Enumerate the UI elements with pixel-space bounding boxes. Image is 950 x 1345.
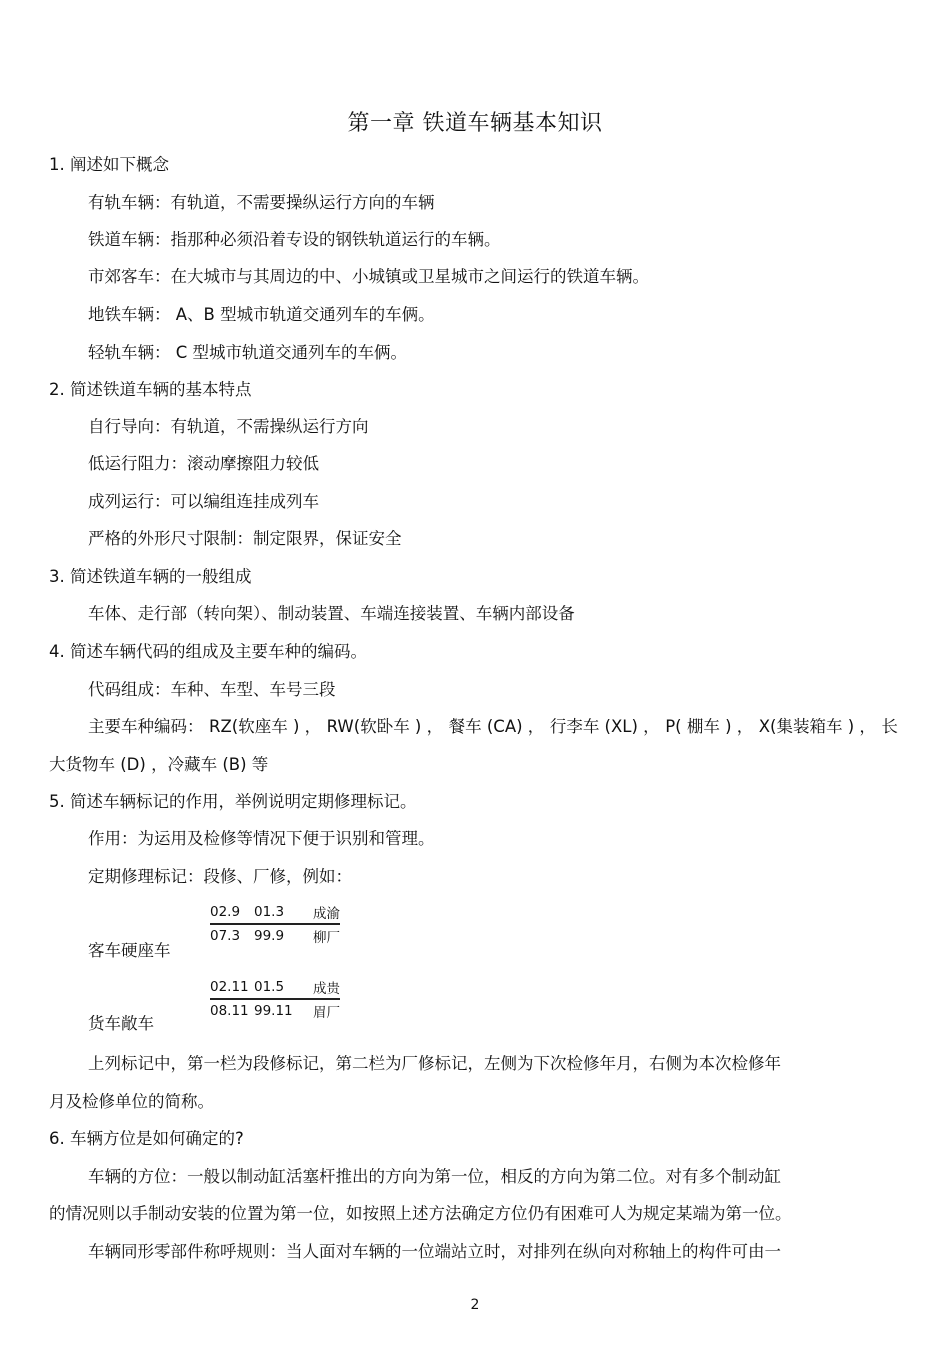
stamp-next-factory: 01.5 (254, 979, 285, 995)
code-part: RZ(软座车 ) ， (209, 717, 322, 736)
stamp-unit: 成渝 (313, 906, 340, 922)
code-part: 主要车种编码： (88, 717, 204, 736)
question-6-heading: 6. 车辆方位是如何确定的? (49, 1129, 244, 1148)
answer-line: 上列标记中，第一栏为段修标记，第二栏为厂修标记，左侧为下次检修年月，右侧为本次检修年 (88, 1054, 781, 1073)
stamp-label: 客车硬座车 (88, 941, 171, 960)
answer-line: 有轨车辆：有轨道，不需要操纵运行方向的车辆 (88, 193, 435, 212)
code-part: 餐车 (CA) ， (448, 717, 545, 736)
stamp-next-factory: 01.3 (254, 904, 285, 920)
answer-line: 作用：为运用及检修等情况下便于识别和管理。 (88, 829, 435, 848)
answer-continuation: 月及检修单位的简称。 (49, 1092, 214, 1111)
stamp-unit: 眉厂 (313, 1005, 340, 1021)
answer-line: 铁道车辆：指那种必须沿着专设的钢铁轨道运行的车辆。 (88, 230, 501, 249)
answer-line: 成列运行：可以编组连挂成列车 (88, 492, 319, 511)
answer-line: 轻轨车辆： C 型城市轨道交通列车的车俩。 (88, 343, 408, 362)
answer-line: 车体、走行部（转向架）、制动装置、车端连接装置、车辆内部设备 (88, 604, 575, 623)
stamp-label: 货车敞车 (88, 1014, 154, 1033)
code-part: 长 (881, 717, 898, 736)
question-3-heading: 3. 简述铁道车辆的一般组成 (49, 567, 252, 586)
answer-line: 车辆的方位：一般以制动缸活塞杆推出的方向为第一位，相反的方向为第二位。对有多个制动缸 (88, 1167, 781, 1186)
repair-mark-freight (210, 976, 340, 1022)
answer-line: 地铁车辆： A、B 型城市轨道交通列车的车俩。 (88, 305, 435, 324)
stamp-last-factory: 99.9 (254, 928, 285, 944)
stamp-next-depot: 02.11 (210, 979, 249, 995)
answer-line: 市郊客车：在大城市与其周边的中、小城镇或卫星城市之间运行的铁道车辆。 (88, 267, 649, 286)
stamp-next-depot: 02.9 (210, 904, 241, 920)
stamp-last-depot: 07.3 (210, 928, 241, 944)
answer-line: 严格的外形尺寸限制：制定限界，保证安全 (88, 529, 402, 548)
stamp-last-depot: 08.11 (210, 1003, 249, 1019)
stamp-unit: 柳厂 (313, 930, 340, 946)
question-1-heading: 1. 阐述如下概念 (49, 155, 169, 174)
repair-mark-passenger (210, 901, 340, 947)
question-5-heading: 5. 简述车辆标记的作用，举例说明定期修理标记。 (49, 792, 417, 811)
answer-continuation: 的情况则以手制动安装的位置为第一位，如按照上述方法确定方位仍有困难可人为规定某端为第一位。 (49, 1204, 792, 1223)
stamp-last-factory: 99.11 (254, 1003, 293, 1019)
answer-line: 车辆同形零部件称呼规则：当人面对车辆的一位端站立时，对排列在纵向对称轴上的构件可由一 (88, 1242, 781, 1261)
vehicle-code-line (88, 716, 898, 738)
answer-line: 代码组成：车种、车型、车号三段 (88, 680, 336, 699)
code-part: RW(软卧车 ) ， (326, 717, 444, 736)
question-2-heading: 2. 简述铁道车辆的基本特点 (49, 380, 252, 399)
page-number: 2 (470, 1297, 480, 1313)
code-part: 行李车 (XL) ， (549, 717, 660, 736)
answer-continuation: 大货物车 (D) ，冷藏车 (B) 等 (49, 755, 269, 774)
answer-line: 自行导向：有轨道，不需操纵运行方向 (88, 417, 369, 436)
code-part: P( 棚车 ) ， (665, 717, 754, 736)
stamp-unit: 成贵 (313, 981, 340, 997)
answer-line: 低运行阻力：滚动摩擦阻力较低 (88, 454, 319, 473)
chapter-title: 第一章 铁道车辆基本知识 (347, 111, 603, 136)
code-part: X(集装箱车 ) ， (758, 717, 876, 736)
question-4-heading: 4. 简述车辆代码的组成及主要车种的编码。 (49, 642, 367, 661)
answer-line: 定期修理标记：段修、厂修，例如： (88, 867, 352, 886)
